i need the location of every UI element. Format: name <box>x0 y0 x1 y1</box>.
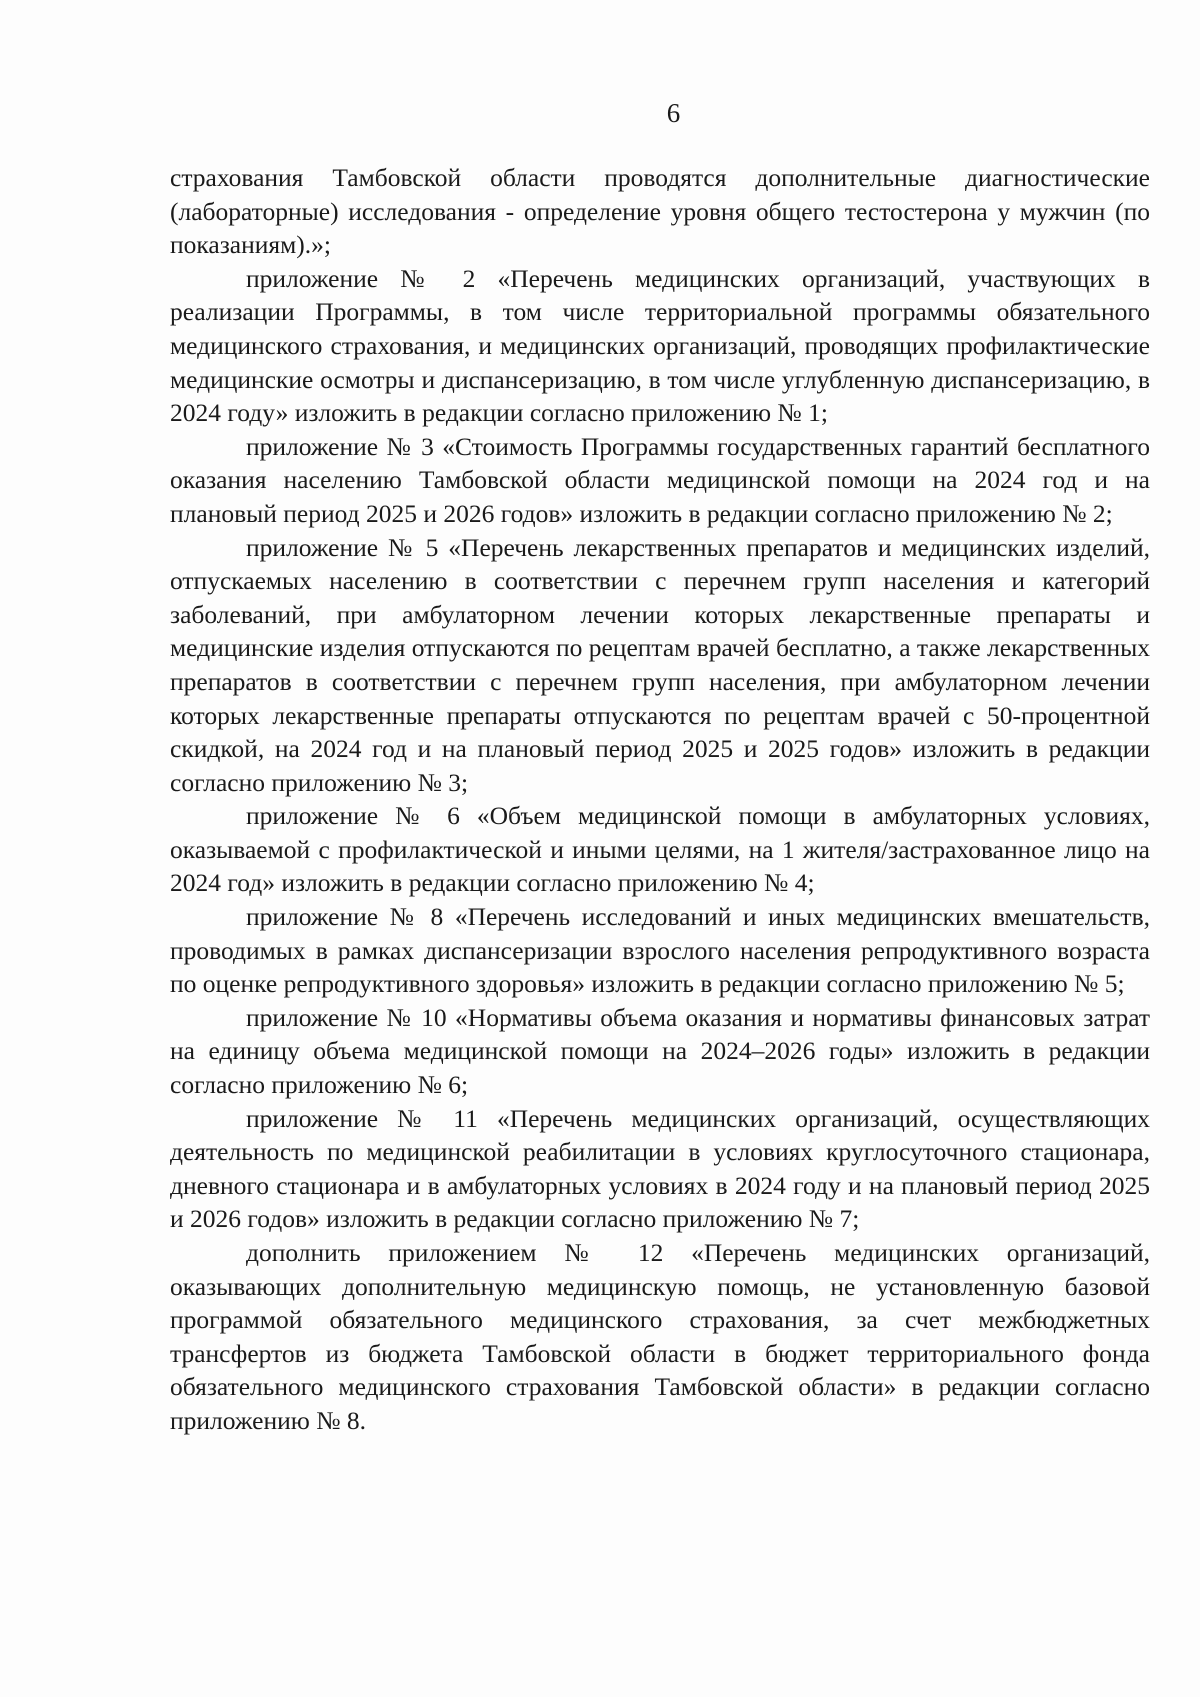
document-body <box>170 161 1150 1438</box>
page-number: 6 <box>666 98 681 128</box>
paragraph-appendix-12: дополнить приложением № 12 «Перечень медицинских организаций, оказывающих дополнительную медицинскую помощь, не установленную базовой программой обязательного медицинского страхования, за счет межбюджетных трансфертов из бюджета Тамбовской области в бюджет территориального фонда обязательного медицинского страхования Тамбовской области» в редакции согласно приложению № 8. <box>170 1238 1150 1435</box>
paragraph-appendix-2: приложение № 2 «Перечень медицинских организаций, участвующих в реализации Программы, в том числе территориальной программы обязательного медицинского страхования, и медицинских организаций, проводящих профилактические медицинские осмотры и диспансеризацию, в том числе углубленную диспансеризацию, в 2024 году» изложить в редакции согласно приложению № 1; <box>170 263 1150 428</box>
paragraph-appendix-10: приложение № 10 «Нормативы объема оказания и нормативы финансовых затрат на единицу объема медицинской помощи на 2024–2026 годы» изложить в редакции согласно приложению № 6; <box>170 1002 1150 1100</box>
paragraph-appendix-6: приложение № 6 «Объем медицинской помощи в амбулаторных условиях, оказываемой с профилактической и иными целями, на 1 жителя/застрахованное лицо на 2024 год» изложить в редакции согласно приложению № 4; <box>170 801 1150 898</box>
paragraph-appendix-8: приложение № 8 «Перечень исследований и иных медицинских вмешательств, проводимых в рамках диспансеризации взрослого населения репродуктивного возраста по оценке репродуктивного здоровья» изложить в редакции согласно приложению № 5; <box>170 902 1150 999</box>
paragraph-appendix-11: приложение № 11 «Перечень медицинских организаций, осуществляющих деятельность по медицинской реабилитации в условиях круглосуточного стационара, дневного стационара и в амбулаторных условиях в 2024 году и на плановый период 2025 и 2026 годов» изложить в редакции согласно приложению № 7; <box>170 1103 1150 1234</box>
paragraph-appendix-3: приложение № 3 «Стоимость Программы государственных гарантий бесплатного оказания населению Тамбовской области медицинской помощи на 2024 год и на плановый период 2025 и 2026 годов» изложить в редакции согласно приложению № 2; <box>170 431 1150 528</box>
paragraph-appendix-5: приложение № 5 «Перечень лекарственных препаратов и медицинских изделий, отпускаемых населению в соответствии с перечнем групп населения и категорий заболеваний, при амбулаторном лечении которых лекарственные препараты и медицинские изделия отпускаются по рецептам врачей бесплатно, а также лекарственных препаратов в соответствии с перечнем групп населения, при амбулаторном лечении которых лекарственные препараты отпускаются по рецептам врачей с 50-процентной скидкой, на 2024 год и на плановый период 2025 и 2025 годов» изложить в редакции согласно приложению № 3; <box>170 532 1150 797</box>
paragraph-continuation: страхования Тамбовской области проводятся дополнительные диагностические (лабораторные) исследования - определение уровня общего тестостерона у мужчин (по показаниям).»; <box>170 163 1150 260</box>
